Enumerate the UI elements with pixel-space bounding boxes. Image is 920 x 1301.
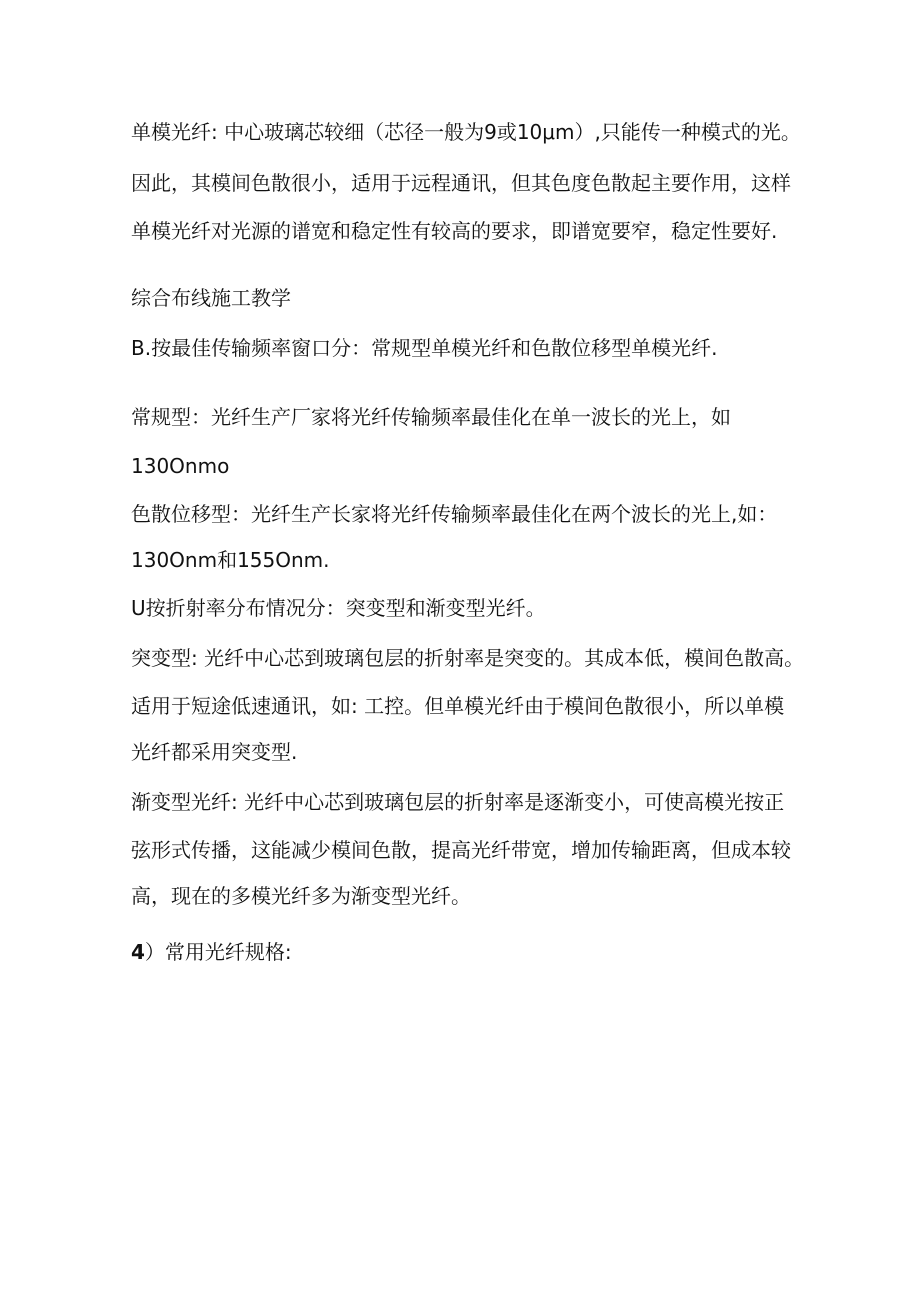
paragraph-step-index-line-2: 适用于短途低速通讯，如: 工控。但单模光纤由于模间色散很小，所以单模 — [131, 694, 785, 718]
paragraph-graded-index-line-1: 渐变型光纤: 光纤中心芯到玻璃包层的折射率是逐渐变小，可使高模光按正 — [131, 790, 785, 814]
paragraph-step-index-line-1: 突变型: 光纤中心芯到玻璃包层的折射率是突变的。其成本低，模间色散高。 — [131, 646, 805, 670]
paragraph-single-mode-line-3: 单模光纤对光源的谱宽和稳定性有较高的要求，即谱宽要窄，稳定性要好. — [131, 219, 778, 243]
paragraph-index-classification: U按折射率分布情况分：突变型和渐变型光纤。 — [131, 596, 546, 620]
paragraph-single-mode-line-1: 单模光纤: 中心玻璃芯较细（芯径一般为9或10μm）,只能传一种模式的光。 — [131, 120, 801, 144]
paragraph-dispersion-shifted-line-2: 130Onm和155Onm. — [131, 548, 330, 572]
paragraph-graded-index-line-3: 高，现在的多模光纤多为渐变型光纤。 — [131, 884, 471, 908]
paragraph-dispersion-shifted-line-1: 色散位移型：光纤生产长家将光纤传输频率最佳化在两个波长的光上,如： — [131, 502, 778, 526]
section-heading-number: 4 — [131, 940, 145, 964]
paragraph-graded-index-line-2: 弦形式传播，这能减少模间色散，提高光纤带宽，增加传输距离，但成本较 — [131, 838, 791, 862]
paragraph-window-classification: B.按最佳传输频率窗口分：常规型单模光纤和色散位移型单模光纤. — [131, 336, 718, 360]
paragraph-conventional-line-1: 常规型：光纤生产厂家将光纤传输频率最佳化在单一波长的光上，如 — [131, 405, 731, 429]
section-heading — [131, 938, 292, 966]
section-caption: 综合布线施工教学 — [131, 286, 291, 310]
paragraph-conventional-line-2: 130Onmo — [131, 454, 230, 478]
paragraph-step-index-line-3: 光纤都采用突变型. — [131, 740, 298, 764]
section-heading-text: ）常用光纤规格: — [144, 940, 292, 964]
paragraph-single-mode-line-2: 因此，其模间色散很小，适用于远程通讯，但其色度色散起主要作用，这样 — [131, 171, 791, 195]
